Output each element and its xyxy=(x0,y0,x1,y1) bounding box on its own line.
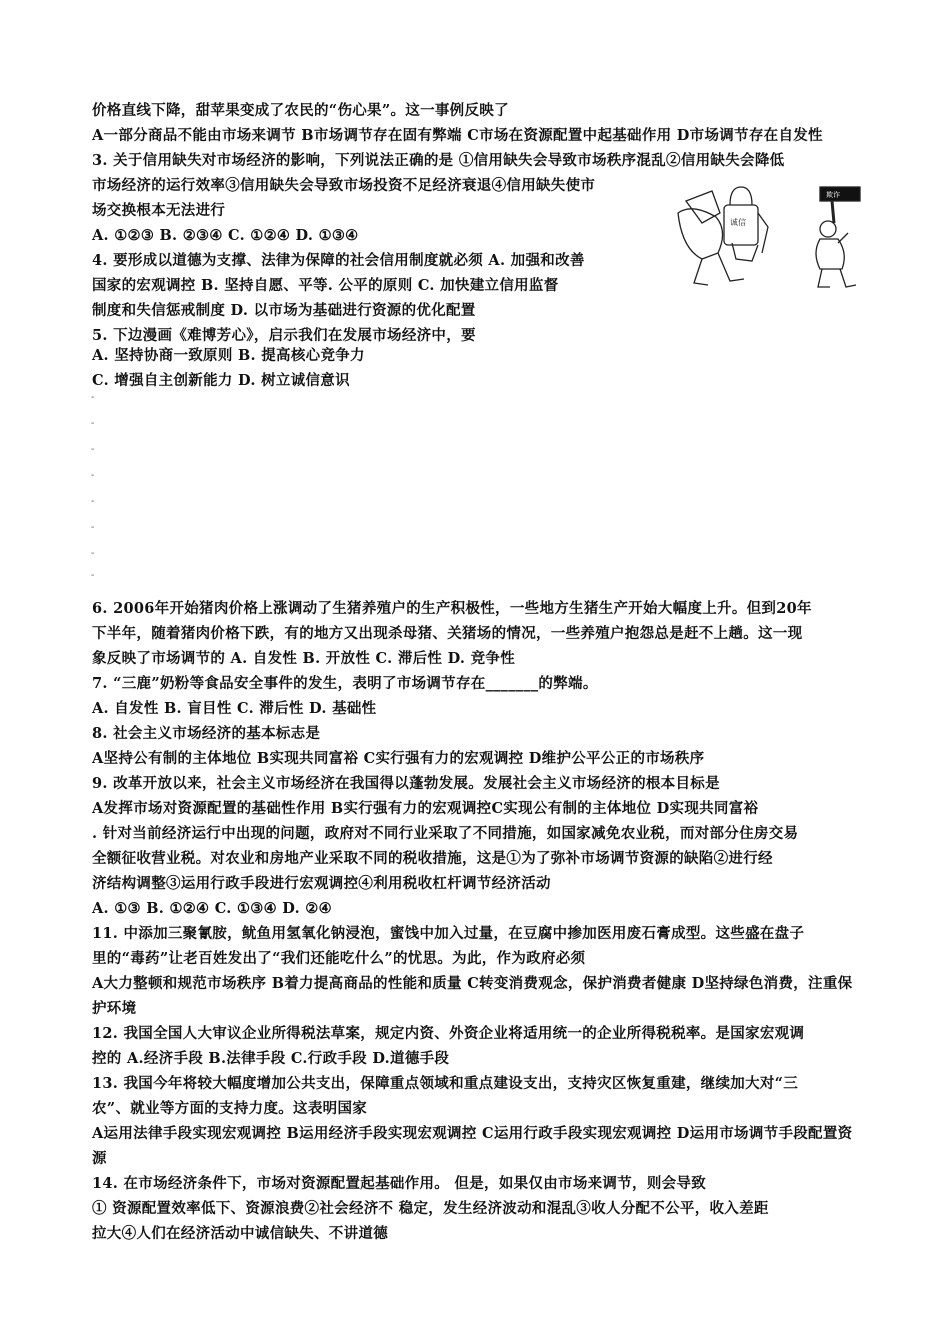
text-line: 场交换根本无法进行 xyxy=(92,202,226,219)
text-line: 国家的宏观调控 B. 坚持自愿、平等. 公平的原则 C. 加快建立信用监督 xyxy=(92,277,559,294)
text-line: A坚持公有制的主体地位 B实现共同富裕 C实行强有力的宏观调控 D维护公平公正的市场秩序 xyxy=(92,750,705,767)
text-line: 5. 下边漫画《难博芳心》，启示我们在发展市场经济中，要 xyxy=(92,327,476,344)
stray-mark: - xyxy=(91,470,95,481)
text-line: A. ①②③ B. ②③④ C. ①②④ D. ①③④ xyxy=(92,227,359,244)
text-line: 制度和失信惩戒制度 D. 以市场为基础进行资源的优化配置 xyxy=(92,302,476,319)
text-line: 11. 中添加三聚氰胺，鱿鱼用氢氧化钠浸泡，蜜饯中加入过量，在豆腐中掺加医用废石膏成型。这些盛在盘子 xyxy=(92,925,805,942)
text-line: A大力整顿和规范市场秩序 B着力提高商品的性能和质量 C转变消费观念，保护消费者健康 D坚持绿色消费，注重保 xyxy=(92,975,853,992)
text-line: 拉大④人们在经济活动中诚信缺失、不讲道德 xyxy=(92,1225,388,1242)
text-line: . 针对当前经济运行中出现的问题，政府对不同行业采取了不同措施，如国家减免农业税，而对部分住房交易 xyxy=(92,825,799,842)
text-line: 3. 关于信用缺失对市场经济的影响，下列说法正确的是 ①信用缺失会导致市场秩序混乱②信用缺失会降低 xyxy=(92,152,785,169)
stray-mark: - xyxy=(91,496,95,507)
stray-mark: - xyxy=(91,548,95,559)
text-line: 源 xyxy=(92,1150,107,1167)
text-line: 价格直线下降，甜苹果变成了农民的“伤心果”。这一事例反映了 xyxy=(92,102,509,119)
text-line: 13. 我国今年将较大幅度增加公共支出，保障重点领域和重点建设支出，支持灾区恢复重建，继续加大对“三 xyxy=(92,1075,799,1092)
text-line: 12. 我国全国人大审议企业所得税法草案，规定内资、外资企业将适用统一的企业所得税税率。是国家宏观调 xyxy=(92,1025,805,1042)
stray-mark: - xyxy=(91,570,95,581)
text-line: 7. “三鹿”奶粉等食品安全事件的发生，表明了市场调节存在_______的弊端。 xyxy=(92,675,598,692)
text-line: 控的 A.经济手段 B.法律手段 C.行政手段 D.道德手段 xyxy=(92,1050,450,1067)
text-line: A. ①③ B. ①②④ C. ①③④ D. ②④ xyxy=(92,900,332,917)
text-line: 8. 社会主义市场经济的基本标志是 xyxy=(92,725,321,742)
text-line: 全额征收营业税。对农业和房地产业采取不同的税收措施，这是①为了弥补市场调节资源的缺陷②进行经 xyxy=(92,850,773,867)
text-line: 象反映了市场调节的 A. 自发性 B. 开放性 C. 滞后性 D. 竞争性 xyxy=(92,650,516,667)
text-line: 农”、就业等方面的支持力度。这表明国家 xyxy=(92,1100,368,1117)
stray-mark: - xyxy=(91,418,95,429)
text-line: 护环境 xyxy=(92,1000,137,1017)
text-line: A. 自发性 B. 盲目性 C. 滞后性 D. 基础性 xyxy=(92,700,377,717)
text-line: 9. 改革开放以来，社会主义市场经济在我国得以蓬勃发展。发展社会主义市场经济的根本目标是 xyxy=(92,775,720,792)
text-line: 市场经济的运行效率③信用缺失会导致市场投资不足经济衰退④信用缺失使市 xyxy=(92,177,596,194)
stray-mark: - xyxy=(91,392,95,403)
text-line: 济结构调整③运用行政手段进行宏观调控④利用税收杠杆调节经济活动 xyxy=(92,875,551,892)
stray-mark: - xyxy=(91,444,95,455)
text-line: C. 增强自主创新能力 D. 树立诚信意识 xyxy=(92,372,350,389)
text-line: A一部分商品不能由市场来调节 B市场调节存在固有弊端 C市场在资源配置中起基础作用 D市场调节存在自发性 xyxy=(92,127,823,144)
cartoon-label-left: 诚信 xyxy=(730,218,746,227)
text-line: 里的“毒药”让老百姓发出了“我们还能吃什么”的忧思。为此，作为政府必须 xyxy=(92,950,586,967)
cartoon-label-right: 欺诈 xyxy=(826,191,840,199)
text-line: A运用法律手段实现宏观调控 B运用经济手段实现宏观调控 C运用行政手段实现宏观调控 D运用市场调节手段配置资 xyxy=(92,1125,853,1142)
text-line: A. 坚持协商一致原则 B. 提高核心竞争力 xyxy=(92,347,365,364)
cartoon-illustration xyxy=(672,183,872,293)
text-line: 6. 2006年开始猪肉价格上涨调动了生猪养殖户的生产积极性，一些地方生猪生产开始大幅度上升。但到20年 xyxy=(92,600,812,617)
stray-mark: - xyxy=(91,522,95,533)
text-line: 4. 要形成以道德为支撑、法律为保障的社会信用制度就必须 A. 加强和改善 xyxy=(92,252,585,269)
text-line: 下半年，随着猪肉价格下跌，有的地方又出现杀母猪、关猪场的情况，一些养殖户抱怨总是赶不上趟。这一现 xyxy=(92,625,803,642)
text-line: 14. 在市场经济条件下，市场对资源配置起基础作用。 但是，如果仅由市场来调节，则会导致 xyxy=(92,1175,707,1192)
text-line: ① 资源配置效率低下、资源浪费②社会经济不 稳定，发生经济波动和混乱③收人分配不公平，收入差距 xyxy=(92,1200,769,1217)
text-line: A发挥市场对资源配置的基础性作用 B实行强有力的宏观调控C实现公有制的主体地位 D实现共同富裕 xyxy=(92,800,759,817)
